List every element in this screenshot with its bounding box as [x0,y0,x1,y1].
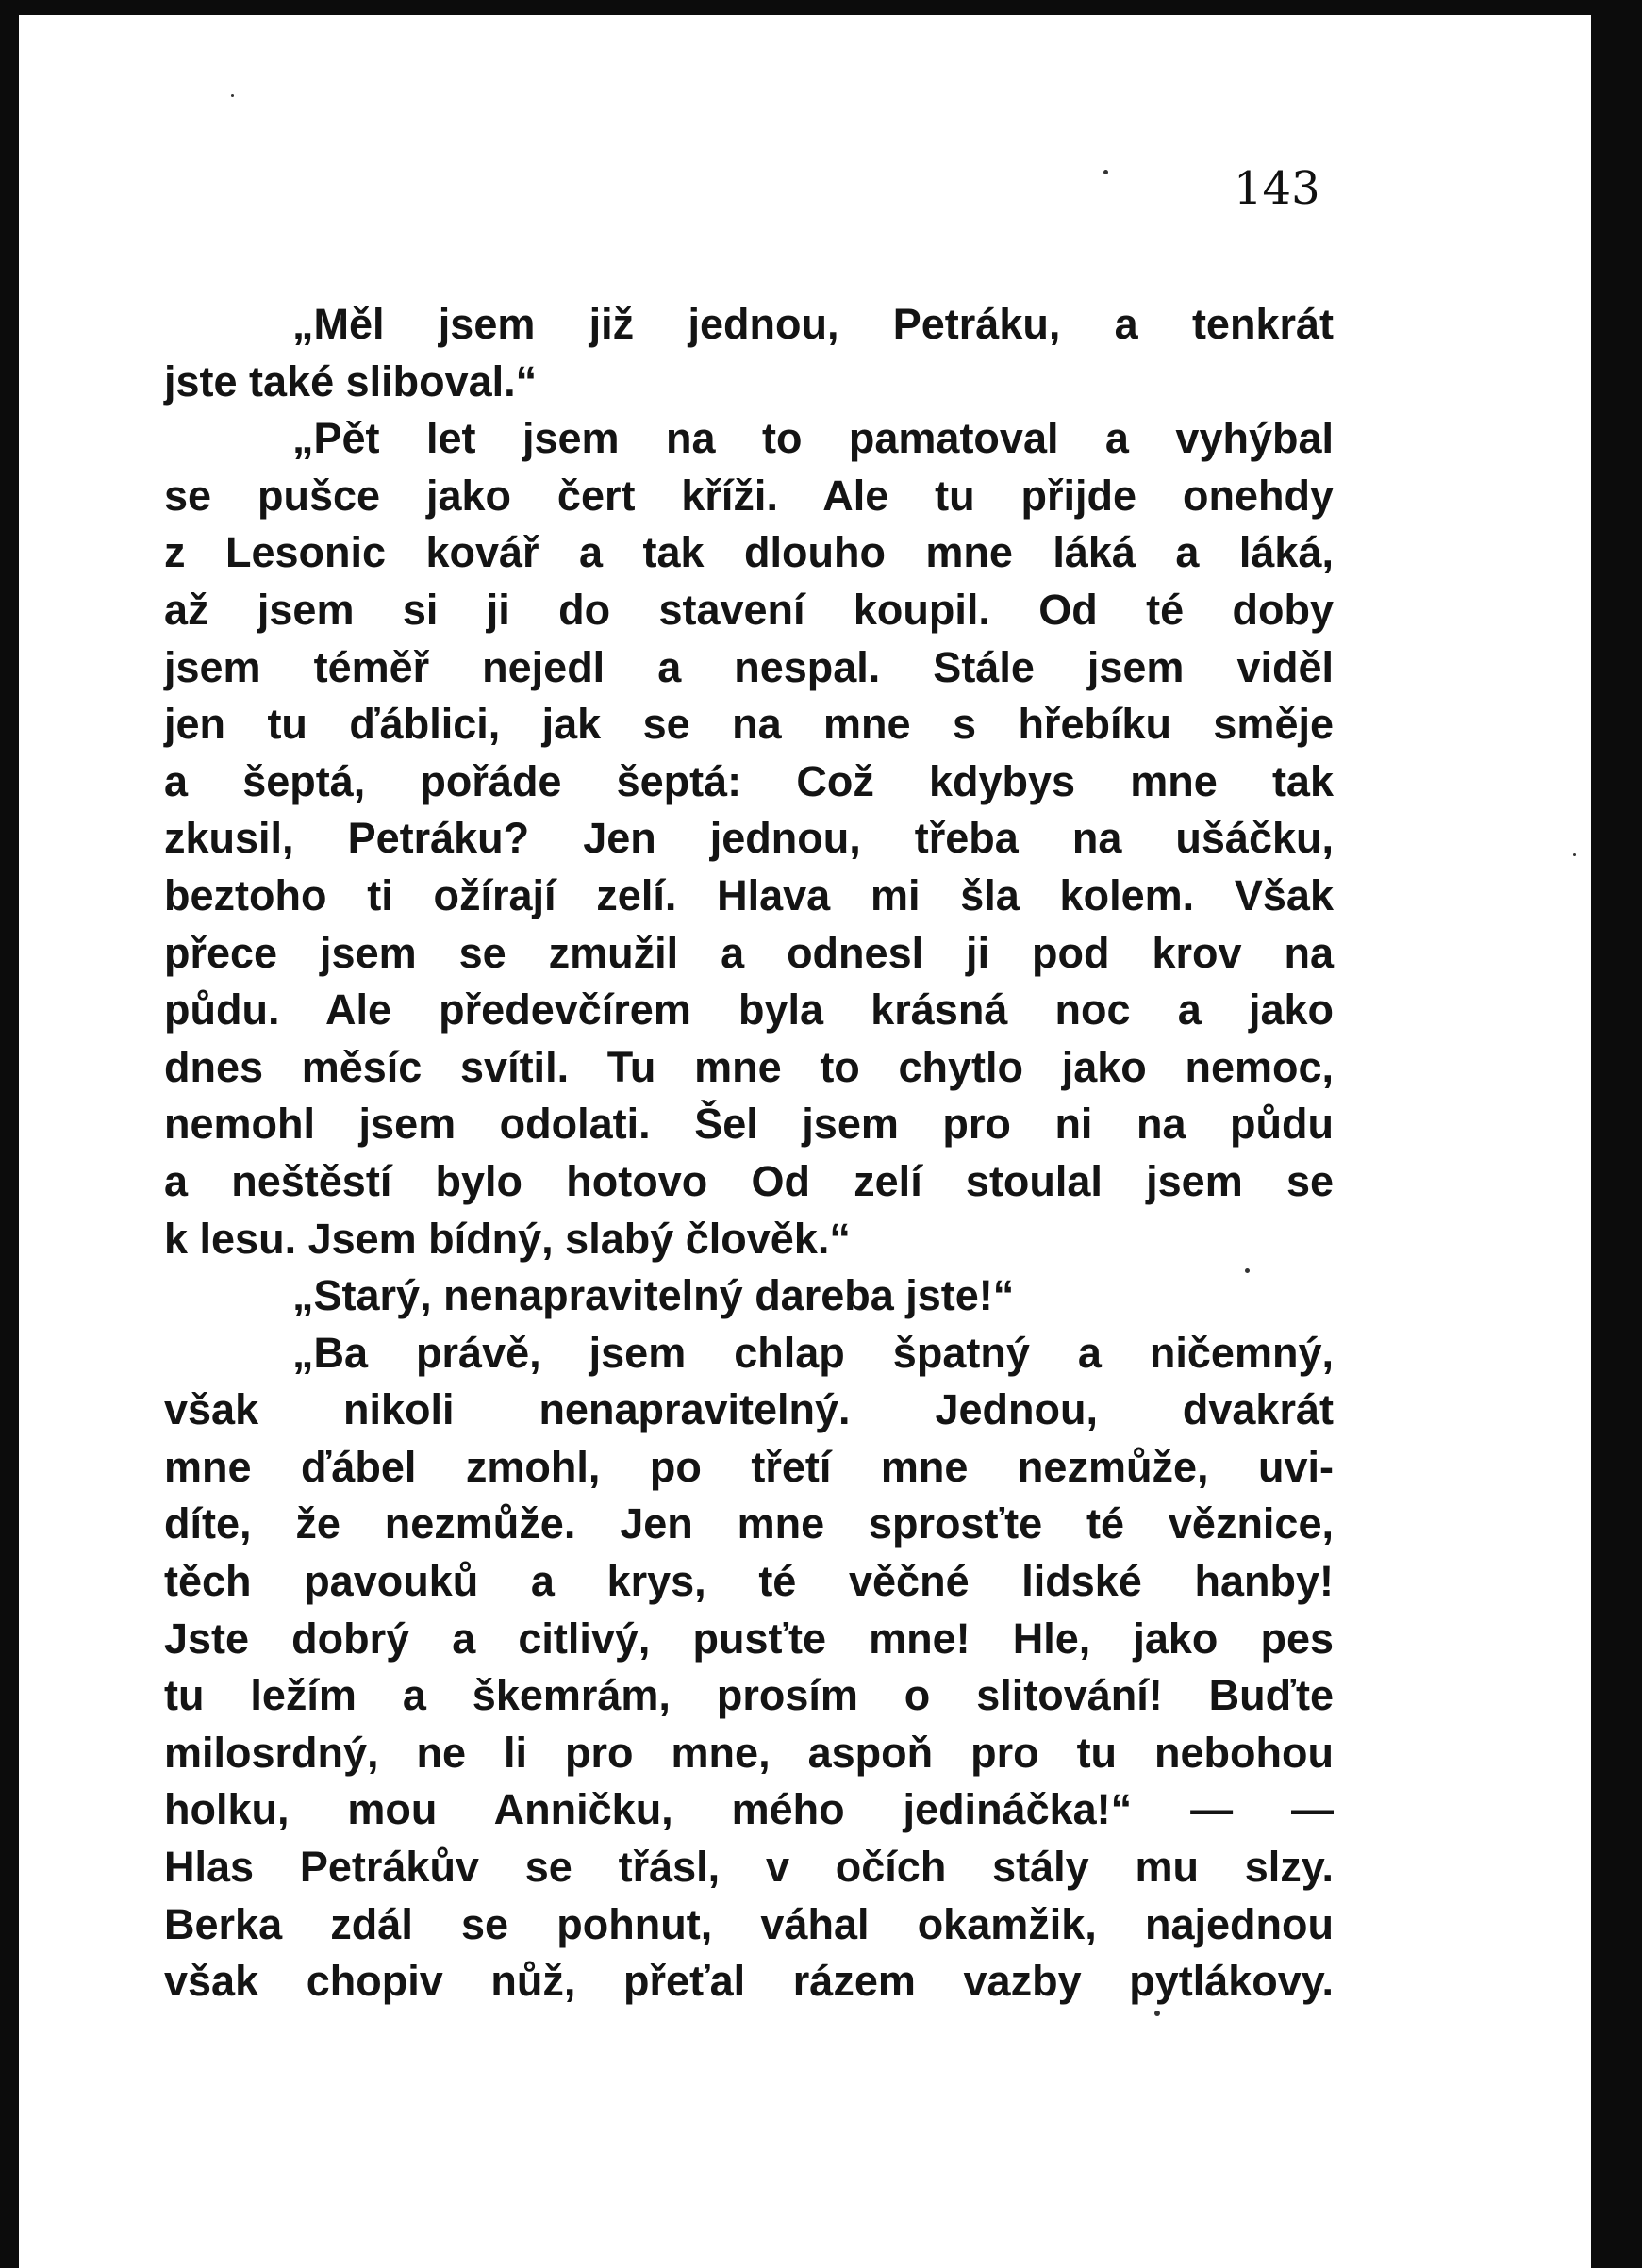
text-line: mne ďábel zmohl, po třetí mne nezmůže, uvi- [164,1442,1334,1491]
text-line: však nikoli nenapravitelný. Jednou, dvakrát [164,1385,1334,1434]
text-line: jsem téměř nejedl a nespal. Stále jsem viděl [164,642,1334,691]
text-line: dnes měsíc svítil. Tu mne to chytlo jako nemoc, [164,1042,1334,1091]
text-line: „Pět let jsem na to pamatoval a vyhýbal [292,414,1334,463]
text-line: „Měl jsem již jednou, Petráku, a tenkrát [292,300,1334,348]
text-line: díte, že nezmůže. Jen mne sprosťte té věznice, [164,1499,1334,1548]
text-line: těch pavouků a krys, té věčné lidské hanby! [164,1557,1334,1606]
text-line: k lesu. Jsem bídný, slabý člověk.“ [164,1214,851,1263]
text-line: zkusil, Petráku? Jen jednou, třeba na ušáčku, [164,814,1334,863]
scan-speck [1573,853,1576,856]
right-scan-border [1591,0,1642,2268]
text-line: však chopiv nůž, přeťal rázem vazby pytlákovy. [164,1957,1334,2006]
text-line: a šeptá, pořáde šeptá: Což kdybys mne tak [164,756,1334,805]
text-line: Jste dobrý a citlivý, pusťte mne! Hle, jako pes [164,1614,1334,1663]
text-line: Berka zdál se pohnut, váhal okamžik, najednou [164,1899,1334,1948]
top-scan-border [0,0,1642,15]
text-line: beztoho ti ožírají zelí. Hlava mi šla kolem. Však [164,870,1334,919]
left-scan-border [0,0,19,2268]
text-line: nemohl jsem odolati. Šel jsem pro ni na půdu [164,1100,1334,1149]
text-line: a neštěstí bylo hotovo Od zelí stoulal jsem se [164,1156,1334,1205]
text-line: holku, mou Anničku, mého jedináčka!“ — — [164,1785,1334,1834]
text-line: milosrdný, ne li pro mne, aspoň pro tu nebohou [164,1728,1334,1777]
text-line: „Ba právě, jsem chlap špatný a ničemný, [292,1328,1334,1377]
scan-speck [231,94,234,97]
text-line: tu ležím a škemrám, prosím o slitování! Buďte [164,1671,1334,1720]
text-line: se pušce jako čert kříži. Ale tu přijde onehdy [164,471,1334,520]
text-line: „Starý, nenapravitelný dareba jste!“ [292,1271,1015,1320]
body-text [164,296,1334,2011]
text-line: přece jsem se zmužil a odnesl ji pod krov na [164,928,1334,977]
text-line: Hlas Petrákův se třásl, v očích stály mu slzy. [164,1843,1334,1892]
scan-speck [1245,1268,1250,1273]
scan-speck [1103,170,1108,174]
page-number: 143 [1234,162,1320,215]
scan-speck [1154,2011,1160,2016]
text-line: až jsem si ji do stavení koupil. Od té doby [164,585,1334,634]
text-line: jste také sliboval.“ [164,356,538,406]
text-line: z Lesonic kovář a tak dlouho mne láká a láká, [164,528,1334,577]
text-line: půdu. Ale předevčírem byla krásná noc a jako [164,985,1334,1035]
text-line: jen tu ďáblici, jak se na mne s hřebíku směje [164,700,1334,749]
